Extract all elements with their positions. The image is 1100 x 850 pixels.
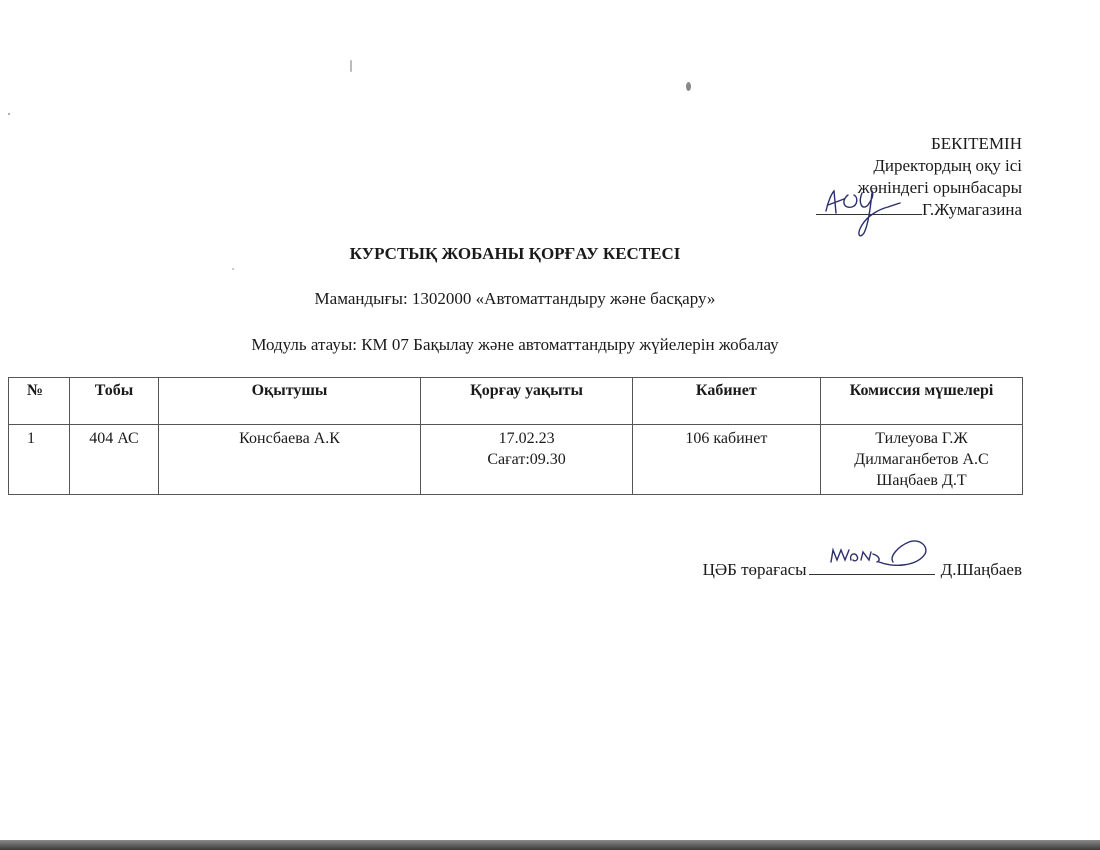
cell-room: 106 кабинет <box>632 425 820 495</box>
scan-edge <box>0 840 1100 850</box>
header-group: Тобы <box>70 378 158 425</box>
approval-position-line1: Директордың оқу ісі <box>873 156 1022 175</box>
commission-member: Шаңбаев Д.Т <box>876 472 967 489</box>
commission-member: Дилмаганбетов А.С <box>854 451 989 468</box>
header-room: Кабинет <box>632 378 820 425</box>
table-header-row <box>9 378 1023 425</box>
scan-speck <box>686 82 691 91</box>
chair-signature <box>819 532 939 576</box>
signature-line <box>816 200 922 215</box>
scan-speck <box>8 113 10 115</box>
cell-num: 1 <box>9 425 70 495</box>
defense-date: 17.02.23 <box>498 430 555 447</box>
header-num: № <box>9 378 70 425</box>
cell-group: 404 АС <box>70 425 158 495</box>
approval-position-line2: жөніндегі орынбасары <box>857 178 1022 197</box>
header-teacher: Оқытушы <box>158 378 421 425</box>
signature-line <box>809 560 935 575</box>
document-title: КУРСТЫҚ ЖОБАНЫ ҚОРҒАУ КЕСТЕСІ <box>349 244 681 263</box>
approval-block <box>816 133 1022 221</box>
cell-teacher: Консбаева А.К <box>158 425 421 495</box>
header-time: Қорғау уақыты <box>421 378 632 425</box>
chair-label: ЦӘБ төрағасы <box>702 560 807 579</box>
approver-name: Г.Жумагазина <box>922 200 1022 219</box>
chair-signature-block <box>703 560 1022 580</box>
header-commission: Комиссия мүшелері <box>820 378 1022 425</box>
scan-speck <box>350 60 352 72</box>
approval-signature-row <box>816 199 922 221</box>
commission-member: Тилеуова Г.Ж <box>875 430 968 447</box>
table-row <box>9 425 1023 495</box>
scan-speck <box>232 268 234 270</box>
chair-name: Д.Шаңбаев <box>940 560 1022 579</box>
defense-hour: Сағат:09.30 <box>487 451 566 468</box>
cell-commission <box>820 425 1022 495</box>
approval-heading: БЕКІТЕМІН <box>931 134 1022 153</box>
defense-schedule-table <box>8 377 1023 495</box>
specialty-line: Мамандығы: 1302000 «Автоматтандыру және басқару» <box>314 289 716 308</box>
module-line: Модуль атауы: КМ 07 Бақылау және автоматтандыру жүйелерін жобалау <box>251 335 779 354</box>
cell-time <box>421 425 632 495</box>
